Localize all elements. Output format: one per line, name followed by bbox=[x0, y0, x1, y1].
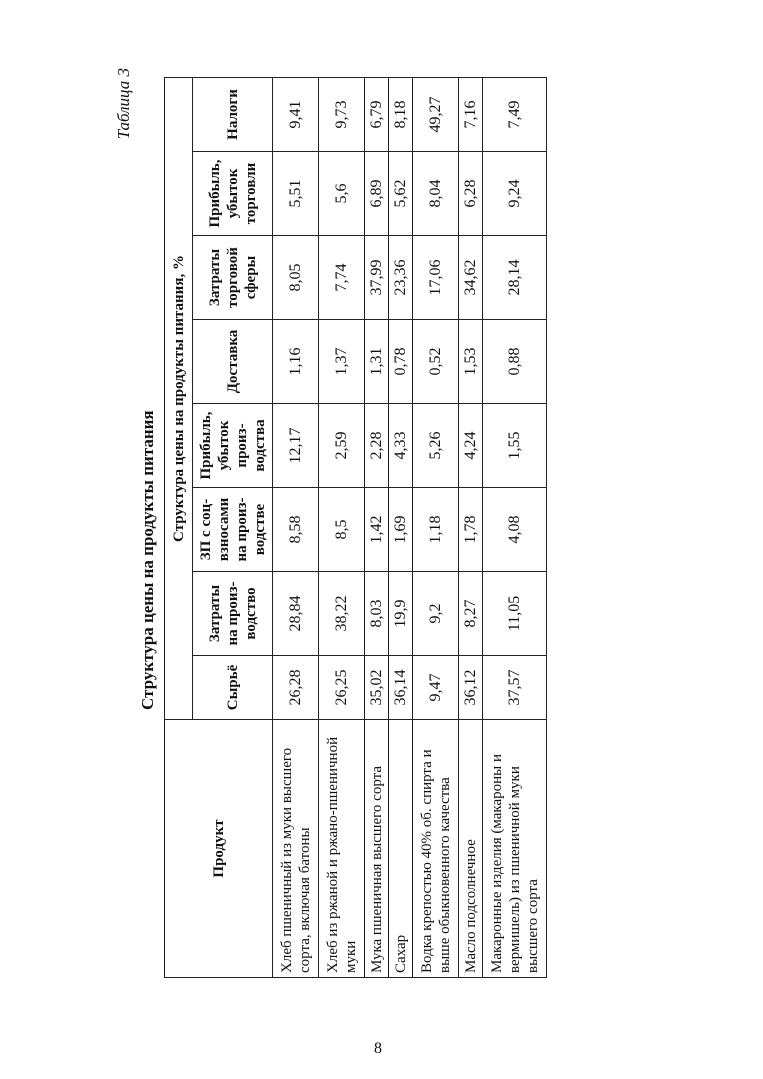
value-cell: 8,5 bbox=[319, 488, 365, 572]
value-cell: 28,14 bbox=[483, 236, 547, 320]
table-title: Структура цены на продукты питания bbox=[138, 410, 157, 710]
value-cell: 1,16 bbox=[273, 320, 319, 404]
product-name-cell: Хлеб пшеничный из муки высшего сорта, включая батоны bbox=[273, 720, 319, 978]
value-cell: 8,27 bbox=[459, 572, 483, 656]
table-body bbox=[273, 77, 547, 977]
product-name-cell: Хлеб из ржаной и ржано-пшеничной муки bbox=[319, 720, 365, 978]
value-cell: 38,22 bbox=[319, 572, 365, 656]
value-cell: 9,47 bbox=[413, 656, 459, 720]
value-cell: 7,74 bbox=[319, 236, 365, 320]
value-cell: 4,33 bbox=[389, 404, 413, 488]
value-cell: 19,9 bbox=[389, 572, 413, 656]
product-name-cell: Сахар bbox=[389, 720, 413, 978]
price-structure-table bbox=[164, 77, 547, 978]
rotated-content bbox=[110, 40, 550, 1010]
product-header: Продукт bbox=[165, 720, 273, 978]
value-cell: 7,16 bbox=[459, 77, 483, 151]
value-cell: 8,05 bbox=[273, 236, 319, 320]
value-cell: 5,6 bbox=[319, 152, 365, 236]
value-cell: 36,14 bbox=[389, 656, 413, 720]
product-name-cell: Макаронные изделия (макароны и вермишель) из пшеничной муки высшего сорта bbox=[483, 720, 547, 978]
value-cell: 8,03 bbox=[365, 572, 389, 656]
value-cell: 6,28 bbox=[459, 152, 483, 236]
column-header: ЗП с соц-взносами на произ-водстве bbox=[193, 488, 273, 572]
value-cell: 1,69 bbox=[389, 488, 413, 572]
value-cell: 37,57 bbox=[483, 656, 547, 720]
value-cell: 9,24 bbox=[483, 152, 547, 236]
value-cell: 4,08 bbox=[483, 488, 547, 572]
value-cell: 0,88 bbox=[483, 320, 547, 404]
column-header: Затраты на произ-водство bbox=[193, 572, 273, 656]
value-cell: 9,2 bbox=[413, 572, 459, 656]
table-row bbox=[483, 77, 547, 977]
value-cell: 28,84 bbox=[273, 572, 319, 656]
value-cell: 8,04 bbox=[413, 152, 459, 236]
value-cell: 34,62 bbox=[459, 236, 483, 320]
column-header: Доставка bbox=[193, 320, 273, 404]
value-cell: 5,51 bbox=[273, 152, 319, 236]
product-name-cell: Мука пшеничная высшего сорта bbox=[365, 720, 389, 978]
value-cell: 6,79 bbox=[365, 77, 389, 151]
table-row bbox=[319, 77, 365, 977]
value-cell: 9,73 bbox=[319, 77, 365, 151]
table-row bbox=[273, 77, 319, 977]
value-cell: 8,58 bbox=[273, 488, 319, 572]
table-row bbox=[365, 77, 389, 977]
value-cell: 7,49 bbox=[483, 77, 547, 151]
table-caption: Таблица 3 bbox=[114, 68, 133, 140]
product-name-cell: Водка крепостью 40% об. спирта и выше обыкновенного качества bbox=[413, 720, 459, 978]
value-cell: 0,52 bbox=[413, 320, 459, 404]
value-cell: 1,18 bbox=[413, 488, 459, 572]
product-name-cell: Масло подсолнечное bbox=[459, 720, 483, 978]
value-cell: 8,18 bbox=[389, 77, 413, 151]
value-cell: 2,28 bbox=[365, 404, 389, 488]
column-header: Прибыль, убыток торговли bbox=[193, 152, 273, 236]
value-cell: 1,31 bbox=[365, 320, 389, 404]
column-header: Прибыль, убыток произ-водства bbox=[193, 404, 273, 488]
column-header: Налоги bbox=[193, 77, 273, 151]
value-cell: 37,99 bbox=[365, 236, 389, 320]
value-cell: 49,27 bbox=[413, 77, 459, 151]
value-cell: 26,25 bbox=[319, 656, 365, 720]
page-number: 8 bbox=[374, 1040, 382, 1057]
column-header: Затраты торговой сферы bbox=[193, 236, 273, 320]
value-cell: 5,62 bbox=[389, 152, 413, 236]
value-cell: 0,78 bbox=[389, 320, 413, 404]
value-cell: 36,12 bbox=[459, 656, 483, 720]
value-cell: 6,89 bbox=[365, 152, 389, 236]
table-row bbox=[459, 77, 483, 977]
value-cell: 2,59 bbox=[319, 404, 365, 488]
table-row bbox=[413, 77, 459, 977]
group-header: Структура цены на продукты питания, % bbox=[165, 77, 193, 719]
value-cell: 1,42 bbox=[365, 488, 389, 572]
value-cell: 9,41 bbox=[273, 77, 319, 151]
value-cell: 1,53 bbox=[459, 320, 483, 404]
value-cell: 4,24 bbox=[459, 404, 483, 488]
column-header: Сырьё bbox=[193, 656, 273, 720]
value-cell: 17,06 bbox=[413, 236, 459, 320]
value-cell: 5,26 bbox=[413, 404, 459, 488]
value-cell: 1,55 bbox=[483, 404, 547, 488]
value-cell: 1,78 bbox=[459, 488, 483, 572]
value-cell: 1,37 bbox=[319, 320, 365, 404]
value-cell: 23,36 bbox=[389, 236, 413, 320]
value-cell: 26,28 bbox=[273, 656, 319, 720]
table-row bbox=[389, 77, 413, 977]
value-cell: 12,17 bbox=[273, 404, 319, 488]
value-cell: 35,02 bbox=[365, 656, 389, 720]
value-cell: 11,05 bbox=[483, 572, 547, 656]
